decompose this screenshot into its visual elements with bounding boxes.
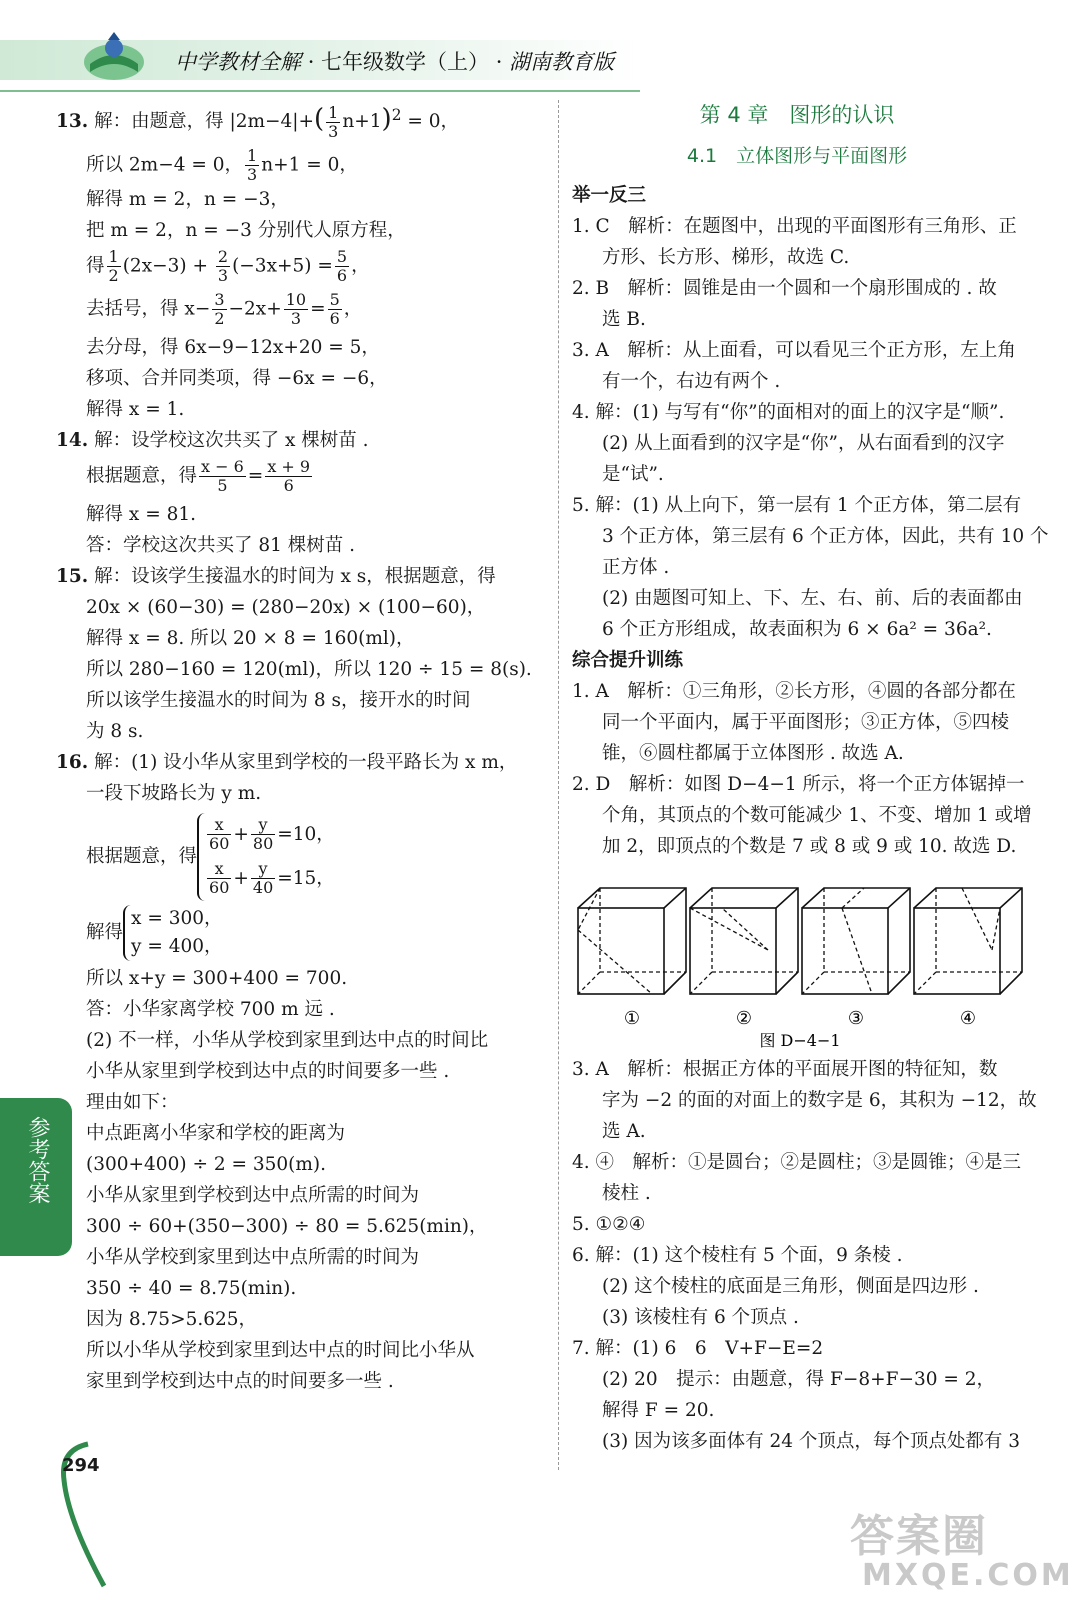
r1-line1: 1. C 解析：在题图中，出现的平面图形有三角形、正 xyxy=(572,216,1017,237)
side-tab-label: 参考答案 xyxy=(25,1116,50,1204)
s3-line1: 3. A 解析：根据正方体的平面展开图的特征知，数 xyxy=(572,1059,998,1080)
cube-figure xyxy=(572,880,1027,1050)
q16-line2: 一段下坡路长为 y m. xyxy=(86,782,262,804)
header-title: 中学教材全解 · 七年级数学（上） · 湖南教育版 xyxy=(175,50,615,74)
cube-4 xyxy=(914,888,1022,994)
q13-line8: 移项、合并同类项，得 −6x = −6， xyxy=(86,367,388,389)
s6-line2: (2) 这个棱柱的底面是三角形，侧面是四边形 . xyxy=(602,1276,979,1297)
q16-line-n: 小华从学校到家里到达中点所需的时间为 xyxy=(86,1246,420,1268)
q14-line3: 解得 x = 81. xyxy=(86,503,196,525)
cube-2 xyxy=(690,888,798,994)
q15-line1: 15. 解：设该学生接温水的时间为 x s，根据题意，得 xyxy=(56,565,496,587)
q16-line-g: (2) 不一样，小华从学校到家里到达中点的时间比 xyxy=(86,1029,489,1051)
s7-line3: 解得 F = 20. xyxy=(602,1400,715,1421)
r1-line2: 方形、长方形、梯形，故选 C. xyxy=(602,247,850,268)
q16-line-m: 300 ÷ 60+(350−300) ÷ 80 = 5.625(min)， xyxy=(86,1215,488,1237)
q13-line1: 13. 解：由题意，得 |2m−4|+( $\frac{1}{3}$ n+1)$^2$ = 0， xyxy=(56,102,460,141)
q16-solution: 解得 x = 300， y = 400， xyxy=(86,905,556,961)
page-header xyxy=(0,0,1079,92)
q16-line-q: 所以小华从学校到家里到达中点的时间比小华从 xyxy=(86,1339,475,1361)
q16-line-r: 家里到学校到达中点的时间要多一些 . xyxy=(86,1370,394,1392)
fig-label-4: ④ xyxy=(959,1008,977,1029)
heading-practice: 举一反三 xyxy=(572,185,647,206)
q16-line-o: 350 ÷ 40 = 8.75(min). xyxy=(86,1277,297,1299)
watermark-line2: MXQE.COM xyxy=(862,1558,1074,1593)
fig-label-3: ③ xyxy=(847,1008,865,1029)
fig-caption: 图 D−4−1 xyxy=(759,1031,841,1050)
q16-line-l: 小华从家里到学校到达中点所需的时间为 xyxy=(86,1184,420,1206)
side-tab-answers xyxy=(0,1098,72,1256)
r5-line2: 3 个正方体，第三层有 6 个正方体，因此，共有 10 个 xyxy=(602,526,1049,547)
s7-line4: (3) 因为该多面体有 24 个顶点，每个顶点处都有 3 xyxy=(602,1431,1021,1452)
s3-line3: 选 A. xyxy=(602,1121,646,1142)
book-logo-icon xyxy=(78,28,150,84)
heading-training: 综合提升训练 xyxy=(572,650,684,671)
q16-system: 根据题意，得 $\frac{x}{60}$ + $\frac{y}{80}$ =10， $\frac{x}{60}$ + $\frac{y}{40}$ =15， xyxy=(86,813,556,901)
fraction: $\frac{1}{3}$ xyxy=(328,102,339,141)
page-number: 294 xyxy=(62,1455,100,1476)
r4-line2: (2) 从上面看到的汉字是“你”，从右面看到的汉字 xyxy=(602,433,1005,454)
s7-line1: 7. 解：(1) 6 6 V+F−E=2 xyxy=(572,1338,824,1359)
section-title: 4.1 立体图形与平面图形 xyxy=(686,145,908,167)
s6-line3: (3) 该棱柱有 6 个顶点 . xyxy=(602,1307,799,1328)
s5-line: 5. ①②④ xyxy=(572,1214,646,1235)
q15-line3: 解得 x = 8. 所以 20 × 8 = 160(ml)， xyxy=(86,627,415,649)
header-rule xyxy=(0,90,640,92)
q15-line2: 20x × (60−30) = (280−20x) × (100−60)， xyxy=(86,596,486,618)
r5-line5: 6 个正方形组成，故表面积为 6 × 6a² = 36a². xyxy=(602,619,992,640)
q16-line-k: (300+400) ÷ 2 = 350(m). xyxy=(86,1153,327,1175)
subject-name: 七年级数学（上） xyxy=(321,50,490,74)
q16-line-p: 因为 8.75>5.625， xyxy=(86,1308,258,1330)
q16-line-f: 答：小华家离学校 700 m 远 . xyxy=(86,998,335,1020)
q16-line1: 16. 解：(1) 设小华从家里到学校的一段平路长为 x m， xyxy=(56,751,518,773)
q14-line4: 答：学校这次共买了 81 棵树苗 . xyxy=(86,534,356,556)
right-column xyxy=(572,100,1049,1457)
s3-line2: 字为 −2 的面的对面上的数字是 6，其积为 −12，故 xyxy=(602,1090,1037,1111)
cube-3 xyxy=(802,888,910,994)
q13-line9: 解得 x = 1. xyxy=(86,398,185,420)
q13-line4: 把 m = 2，n = −3 分别代人原方程， xyxy=(86,219,406,241)
r4-line3: 是“试”. xyxy=(602,464,664,485)
q16-line-j: 中点距离小华家和学校的距离为 xyxy=(86,1122,346,1144)
series-name: 中学教材全解 xyxy=(175,50,301,74)
watermark xyxy=(842,1500,1072,1596)
s2-line2: 个角，其顶点的个数可能减少 1、不变、增加 1 或增 xyxy=(602,805,1032,826)
cube-1 xyxy=(578,888,686,994)
left-column xyxy=(56,100,556,1397)
watermark-line1: 答案圈 xyxy=(850,1511,988,1562)
cube-figure-svg xyxy=(572,880,1027,1050)
publisher-name: 湖南教育版 xyxy=(509,50,615,74)
s4-line1: 4. ④ 解析：①是圆台；②是圆柱；③是圆锥；④是三 xyxy=(572,1152,1022,1173)
r2-line1: 2. B 解析：圆锥是由一个圆和一个扇形围成的 . 故 xyxy=(572,278,997,299)
s6-line1: 6. 解：(1) 这个棱柱有 5 个面，9 条棱 . xyxy=(572,1245,903,1266)
s1-line3: 锥，⑥圆柱都属于立体图形 . 故选 A. xyxy=(602,743,904,764)
s7-line2: (2) 20 提示：由题意，得 F−8+F−30 = 2， xyxy=(602,1369,996,1390)
r2-line2: 选 B. xyxy=(602,309,646,330)
q14-line2: 根据题意，得 $\frac{x - 6}{5}$ = $\frac{x + 9}{6}$ xyxy=(86,456,311,495)
chapter-title: 第 4 章 图形的认识 xyxy=(699,103,895,127)
q13-line3: 解得 m = 2，n = −3， xyxy=(86,188,289,210)
q16-line-h: 小华从家里到学校到达中点的时间要多一些 . xyxy=(86,1060,450,1082)
s1-line2: 同一个平面内，属于平面图形；③正方体，⑤四棱 xyxy=(602,712,1010,733)
q13-line7: 去分母，得 6x−9−12x+20 = 5， xyxy=(86,336,380,358)
q13-line2: 所以 2m−4 = 0， $\frac{1}{3}$ n+1 = 0， xyxy=(86,145,358,184)
q14-line1: 14. 解：设学校这次共买了 x 棵树苗 . xyxy=(56,429,369,451)
r5-line3: 正方体 . xyxy=(602,557,670,578)
r4-line1: 4. 解：(1) 与写有“你”的面相对的面上的汉字是“顺”. xyxy=(572,402,1005,423)
r3-line1: 3. A 解析：从上面看，可以看见三个正方形，左上角 xyxy=(572,340,1016,361)
q15-line5: 所以该学生接温水的时间为 8 s，接开水的时间 xyxy=(86,689,471,711)
q13-line5: 得 $\frac{1}{2}$ (2x−3) + $\frac{2}{3}$ (−3x+5) = $\frac{5}{6}$ ， xyxy=(86,246,370,285)
r3-line2: 有一个，右边有两个 . xyxy=(602,371,781,392)
q15-line4: 所以 280−160 = 120(ml)，所以 120 ÷ 15 = 8(s). xyxy=(86,658,532,680)
q16-line-e: 所以 x+y = 300+400 = 700. xyxy=(86,967,348,989)
fig-label-2: ② xyxy=(735,1008,753,1029)
s4-line2: 棱柱 . xyxy=(602,1183,651,1204)
q13-line6: 去括号，得 x− $\frac{3}{2}$ −2x+ $\frac{10}{3}$ = $\frac{5}{6}$ ， xyxy=(86,289,363,328)
fig-label-1: ① xyxy=(623,1008,641,1029)
q16-line-i: 理由如下： xyxy=(86,1091,179,1113)
s1-line1: 1. A 解析：①三角形，②长方形，④圆的各部分都在 xyxy=(572,681,1016,702)
q15-line6: 为 8 s. xyxy=(86,720,144,742)
s2-line3: 加 2，即顶点的个数是 7 或 8 或 9 或 10. 故选 D. xyxy=(602,836,1017,857)
s2-line1: 2. D 解析：如图 D−4−1 所示，将一个正方体锯掉一 xyxy=(572,774,1025,795)
r5-line1: 5. 解：(1) 从上向下，第一层有 1 个正方体，第二层有 xyxy=(572,495,1022,516)
r5-line4: (2) 由题图可知上、下、左、右、前、后的表面都由 xyxy=(602,588,1023,609)
column-divider xyxy=(558,100,559,1470)
